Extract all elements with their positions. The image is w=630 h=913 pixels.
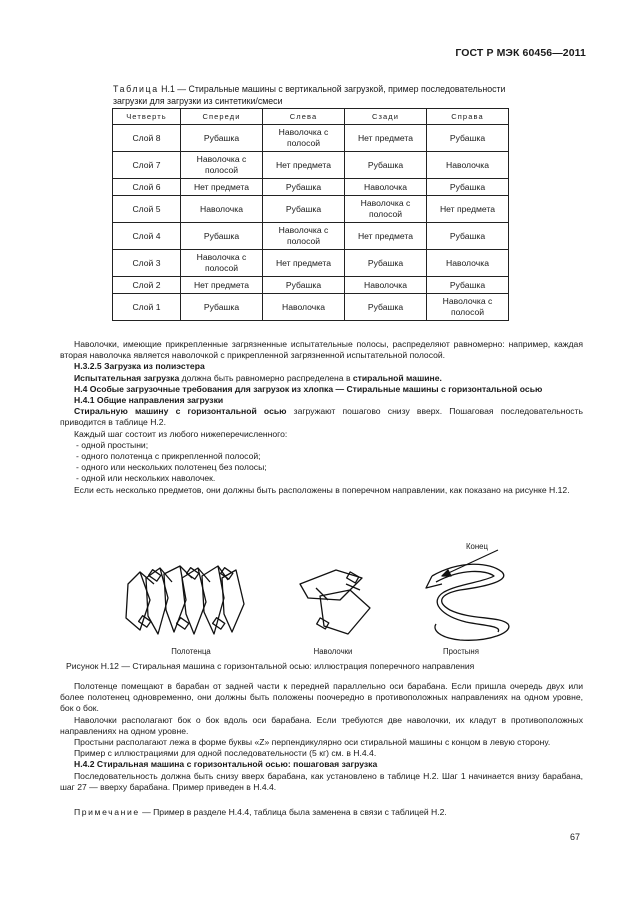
bold-term: стиральной машине. [352,372,442,383]
table-cell: Наволочка [181,196,263,223]
paragraph: Простыни располагают лежа в форме буквы «Z» перпендикулярно оси стиральной машины с концом в левую сторону. [74,737,551,748]
table-cell: Наволочка с полосой [345,196,427,223]
table-cell: Нет предмета [181,179,263,196]
header-left: Слева [263,109,345,125]
table-row [113,152,509,179]
bold-term: Испытательная загрузка [74,372,180,383]
label-pillowcases: Наволочки [313,647,353,656]
table-cell: Рубашка [345,152,427,179]
table-cell: Слой 6 [113,179,181,196]
figure-caption: Рисунок Н.12 — Стиральная машина с горизонтальной осью: иллюстрация поперечного направления [66,661,475,671]
table-cell: Слой 8 [113,125,181,152]
section-heading-h325: Н.3.2.5 Загрузка из полиэстера [74,361,205,372]
table-cell: Рубашка [427,277,509,294]
paragraph: Если есть несколько предметов, они должны быть расположены в поперечном направлении, как показано на рисунке Н.12. [74,484,570,495]
table-cell: Нет предмета [263,152,345,179]
table-cell: Рубашка [263,179,345,196]
table-cell: Наволочка с полосой [181,250,263,277]
table-row [113,223,509,250]
table-caption-text: Н.1 — Стиральные машины с вертикальной загрузкой, пример последовательности загрузки для загрузки из синтетики/смеси [113,84,506,106]
table-cell: Наволочка с полосой [181,152,263,179]
table-row [113,125,509,152]
pillowcases-drawing [300,570,370,634]
table-caption-label: Таблица [113,84,159,94]
paragraph [60,373,583,384]
header-quarter: Четверть [113,109,181,125]
text-span: должна быть равномерно распределена в [179,372,353,383]
label-end: Конец [466,542,488,551]
table-header-row [113,109,509,125]
loading-illustration [110,538,530,648]
table-row [113,179,509,196]
table-cell: Нет предмета [345,223,427,250]
text-block-upper [60,339,583,496]
section-heading-h42: Н.4.2 Стиральная машина с горизонтальной осью: пошаговая загрузка [74,759,378,770]
table-cell: Слой 3 [113,250,181,277]
table-row [113,250,509,277]
table-cell: Слой 2 [113,277,181,294]
paragraph: Наволочки, имеющие прикрепленные загрязненные испытательные полосы, распределяют равномерно: например, каждая вторая наволочка является наволочкой с прикрепленной загрязненной испытательной полосой. [60,339,583,361]
table-cell: Рубашка [345,250,427,277]
table-cell: Наволочка с полосой [263,223,345,250]
table-cell: Рубашка [181,294,263,321]
label-sheet: Простыня [443,647,479,656]
header-right: Справа [427,109,509,125]
paragraph: Каждый шаг состоит из любого нижеперечисленного: [74,428,288,439]
text-block-lower [60,681,583,793]
table-caption [113,83,533,107]
bold-term: Стиральную машину с горизонтальной осью [74,406,287,417]
table-row [113,277,509,294]
standard-code: ГОСТ Р МЭК 60456—2011 [455,47,586,59]
table-cell: Наволочка [427,250,509,277]
text-span: загружают пошагово снизу вверх. Пошаговая последовательность приводится в таблице Н.2. [60,406,583,428]
header-back: Сзади [345,109,427,125]
step-items-list [60,440,583,485]
table-cell: Нет предмета [427,196,509,223]
table-cell: Наволочка [345,179,427,196]
table-cell: Рубашка [263,196,345,223]
table-cell: Наволочка с полосой [427,294,509,321]
label-towels: Полотенца [171,647,211,656]
table-cell: Слой 4 [113,223,181,250]
table-cell: Нет предмета [181,277,263,294]
list-item: - одного или нескольких полотенец без полосы; [76,462,267,473]
list-item: - одного полотенца с прикрепленной полосой; [76,451,261,462]
table-cell: Слой 1 [113,294,181,321]
table-cell: Наволочка [263,294,345,321]
paragraph [60,406,583,428]
section-heading-h41: Н.4.1 Общие направления загрузки [74,395,224,406]
paragraph: Последовательность должна быть снизу вверх барабана, как установлено в таблице Н.2. Шаг 1 начинается внизу барабана, шаг 27 — вверху барабана. Пример приведен в Н.4.4. [60,770,583,792]
table-cell: Рубашка [263,277,345,294]
table-cell: Рубашка [427,223,509,250]
table-cell: Наволочка с полосой [263,125,345,152]
note-text: — Пример в разделе Н.4.4, таблица была заменена в связи с таблицей Н.2. [139,807,447,817]
figure-h12 [110,538,530,663]
table-cell: Наволочка [427,152,509,179]
header-front: Спереди [181,109,263,125]
note-label: Примечание [74,807,140,817]
towels-drawing [126,566,244,634]
list-item: - одной простыни; [76,439,149,450]
table-row [113,294,509,321]
list-item: - одной или нескольких наволочек. [76,473,216,484]
table-cell: Рубашка [345,294,427,321]
table-cell: Рубашка [427,179,509,196]
section-heading-h4: Н.4 Особые загрузочные требования для загрузок из хлопка — Стиральные машины с горизонтальной осью [74,383,543,394]
page-number: 67 [569,832,580,842]
table-cell: Наволочка [345,277,427,294]
note [60,807,583,817]
table-cell: Рубашка [427,125,509,152]
loading-sequence-table [112,108,509,321]
table-cell: Нет предмета [345,125,427,152]
paragraph: Пример с иллюстрациями для одной последовательности (5 кг) см. в Н.4.4. [74,748,377,759]
table-cell: Нет предмета [263,250,345,277]
table-cell: Рубашка [181,223,263,250]
table-cell: Слой 7 [113,152,181,179]
paragraph: Полотенце помещают в барабан от задней части к передней параллельно оси барабана. Если пришла очередь двух или более полотенец одновременно, они должны быть положены поочередно в противоположных направлениях на одном уровне, бок о бок. [60,681,583,714]
paragraph: Наволочки располагают бок о бок вдоль оси барабана. Если требуются две наволочки, их кладут в противоположных направлениях на одном уровне. [60,714,583,736]
table-cell: Слой 5 [113,196,181,223]
table-row [113,196,509,223]
sheet-drawing [426,550,509,640]
table-cell: Рубашка [181,125,263,152]
